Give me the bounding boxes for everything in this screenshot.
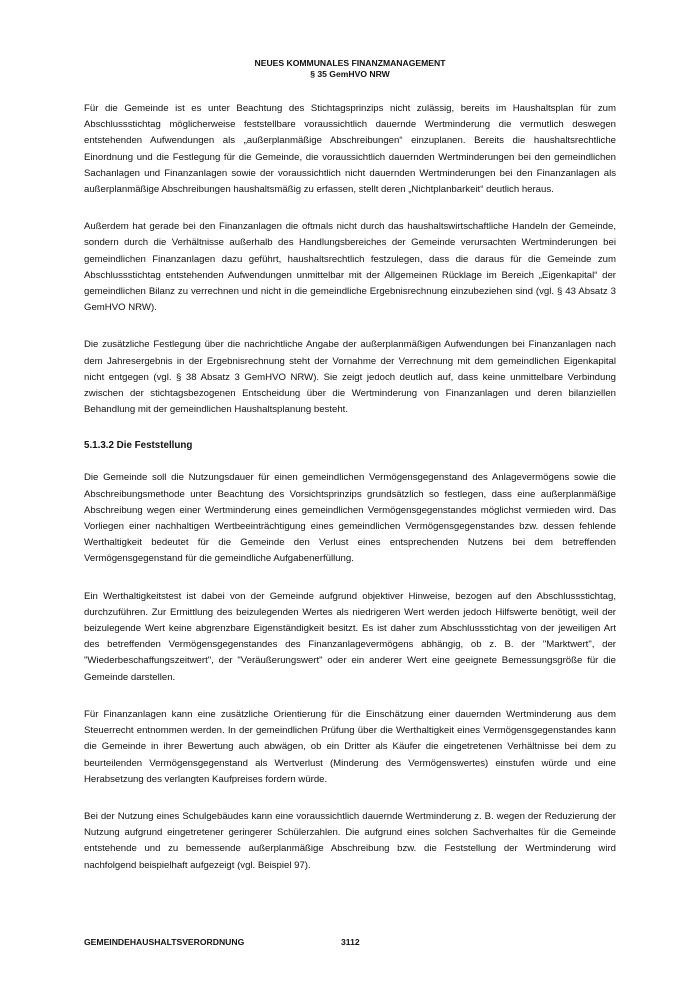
paragraph-3: Die zusätzliche Festlegung über die nachrichtliche Angabe der außerplanmäßigen Aufwendungen bei Finanzanlagen nach dem Jahresergebnis in der Ergebnisrechnung steht der Vornahme der Verrechnung mit dem gemeindlichen Eigenkapital nicht entgegen (vgl. § 38 Absatz 3 GemHVO NRW). Sie zeigt jedoch deutlich auf, dass keine unmittelbare Verbindung zwischen der stichtagsbezogenen Entscheidung über die Wertminderung von Finanzanlagen und deren bilanziellen Behandlung mit der gemeindlichen Haushaltsplanung besteht. <box>84 339 616 416</box>
paragraph-4: Die Gemeinde soll die Nutzungsdauer für einen gemeindlichen Vermögensgegenstand des Anlagevermögens sowie die Abschreibungsmethode unter Beachtung des Vorsichtsprinzips grundsätzlich so festlegen, dass eine außerplanmäßige Abschreibung wegen einer Wertminderung eines gemeindlichen Vermögensgegenstandes möglichst vermieden wird. Das Vorliegen einer nachhaltigen Wertbeeinträchtigung eines gemeindlichen Vermögensgegenstandes bzw. dessen fehlende Werthaltigkeit bedeutet für die Gemeinde den Verlust eines entsprechenden Nutzens bei dem betreffenden Vermögensgegenstand für die gemeindliche Aufgabenerfüllung. <box>84 472 616 565</box>
page-header <box>0 58 700 80</box>
paragraph-1: Für die Gemeinde ist es unter Beachtung des Stichtagsprinzips nicht zulässig, bereits im Haushaltsplan für zum Abschlussstichtag möglicherweise feststellbare voraussichtlich dauernde Wertminderung die vermutlich deswegen entstehenden Aufwendungen als „außerplanmäßige Abschreibungen“ einzuplanen. Bereits die haushaltsrechtliche Einordnung und die Festlegung für die Gemeinde, die voraussichtlich dauernden Wertminderungen bei den gemeindlichen Sachanlagen und Finanzanlagen sowie der voraussichtlich nicht dauernden Wertminderungen bei den Finanzanlagen als außerplanmäßige Abschreibungen haushaltsmäßig zu erfassen, stellt deren „Nichtplanbarkeit“ deutlich heraus. <box>84 103 616 196</box>
paragraph-2: Außerdem hat gerade bei den Finanzanlagen die oftmals nicht durch das haushaltswirtschaftliche Handeln der Gemeinde, sondern durch die Verhältnisse außerhalb des Handlungsbereiches der Gemeinde verursachten Wertminderungen bei gemeindlichen Finanzanlagen dazu geführt, haushaltsrechtlich festzulegen, dass die daraus für die Gemeinde zum Abschlussstichtag entstehenden Aufwendungen unmittelbar mit der Allgemeinen Rücklage im Bereich „Eigenkapital“ der gemeindlichen Bilanz zu verrechnen und nicht in die gemeindliche Ergebnisrechnung einzubeziehen sind (vgl. § 43 Absatz 3 GemHVO NRW). <box>84 221 616 314</box>
document-body <box>84 101 616 895</box>
page-footer <box>84 937 616 948</box>
header-section: § 35 GemHVO NRW <box>310 69 390 79</box>
page-number: 3112 <box>341 937 360 947</box>
header-title: NEUES KOMMUNALES FINANZMANAGEMENT <box>254 58 446 68</box>
footer-label: GEMEINDEHAUSHALTSVERORDNUNG <box>84 937 245 947</box>
section-heading: 5.1.3.2 Die Feststellung <box>84 440 193 452</box>
paragraph-7: Bei der Nutzung eines Schulgebäudes kann eine voraussichtlich dauernde Wertminderung z. B. wegen der Reduzierung der Nutzung aufgrund eingetretener geringerer Schülerzahlen. Die aufgrund eines solchen Sachverhaltes für die Gemeinde entstehende und zu bemessende außerplanmäßige Abschreibung bzw. die Feststellung der Wertminderung wird nachfolgend beispielhaft aufgezeigt (vgl. Beispiel 97). <box>84 810 616 871</box>
paragraph-6: Für Finanzanlagen kann eine zusätzliche Orientierung für die Einschätzung einer dauernden Wertminderung aus dem Steuerrecht entnommen werden. In der gemeindlichen Prüfung über die Werthaltigkeit eines Vermögensgegenstandes kann die Gemeinde in ihrer Bewertung auch abwägen, ob ein Dritter als Käufer die eingetretenen Verhältnisse bei dem zu beurteilenden Vermögensgegenstand als Wertverlust (Minderung des Vermögenswertes) einstufen würde und eine Herabsetzung des verlangten Kaufpreises fordern würde. <box>84 708 616 785</box>
paragraph-5: Ein Werthaltigkeitstest ist dabei von der Gemeinde aufgrund objektiver Hinweise, bezogen auf den Abschlussstichtag, durchzuführen. Zur Ermittlung des beizulegenden Wertes als niedrigeren Wert werden jedoch Hilfswerte benötigt, weil der beizulegende Wert keine abgrenzbare Eigenständigkeit besitzt. Es ist daher zum Abschlussstichtag von der jeweiligen Art des betreffenden Vermögensgegenstandes des Finanzanlagevermögens abhängig, ob z. B. der "Marktwert", der "Wiederbeschaffungszeitwert", der "Veräußerungswert" oder ein anderer Wert eine geeignete Bemessungsgröße für die Gemeinde darstellen. <box>84 590 616 683</box>
